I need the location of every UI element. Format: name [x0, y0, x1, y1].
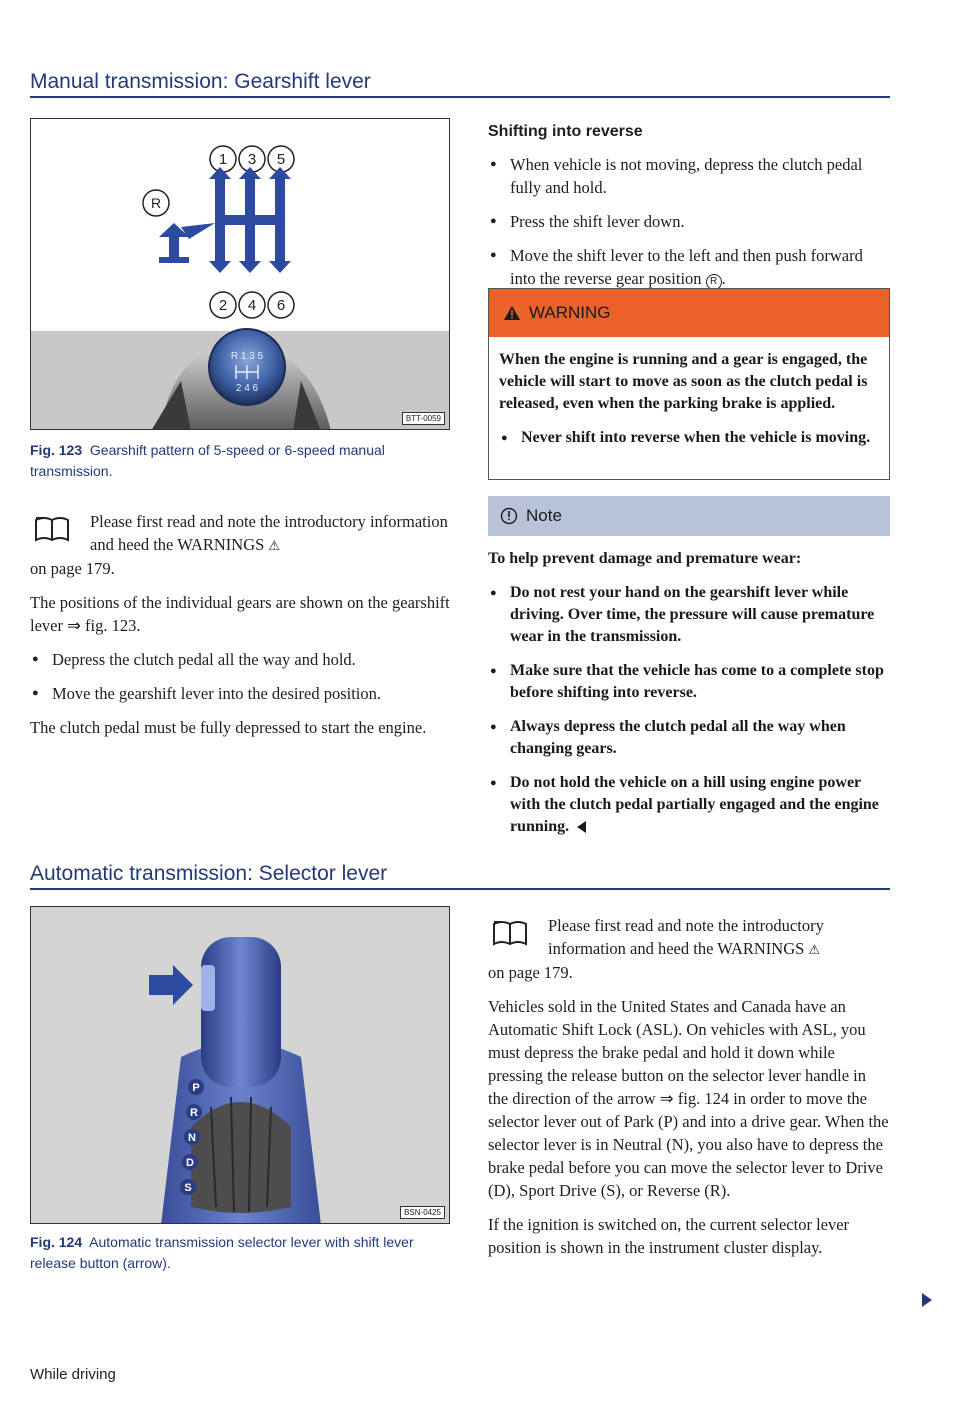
note-box: [488, 496, 890, 850]
gear-label-6: 6: [276, 297, 286, 314]
figure-caption-124: [30, 1232, 450, 1274]
info-circle-icon: [500, 507, 518, 525]
gear-label-reverse: R: [150, 195, 162, 211]
clutch-text: The clutch pedal must be fully depressed to start the engine.: [30, 718, 427, 737]
gearshift-pattern-illustration: [31, 119, 450, 430]
asl-text: Vehicles sold in the United States and Canada have an Automatic Shift Lock (ASL). On vehicles with ASL, you must depress the brake pedal and hold it down while pressing the release button on the selector lever handle in the direction of the arrow ⇒ fig. 124 in order to move the selector lever out of Park (P) and into a drive gear. When the selector lever is in Neutral (N), you also have to depress the brake pedal before you can move the selector lever to Drive (D), Sport Drive (S), or Reverse (R).: [488, 997, 889, 1200]
gear-label-4: 4: [247, 297, 257, 314]
intro-page-ref: on page 179.: [488, 963, 573, 982]
warning-body: [489, 337, 889, 449]
list-item: ● When vehicle is not moving, depress the clutch pedal fully and hold.: [488, 153, 890, 199]
selector-pos-P: P: [192, 1082, 200, 1094]
list-item: [488, 772, 890, 838]
caption-text: Gearshift pattern of 5-speed or 6-speed manual transmission.: [30, 442, 385, 479]
note-header: [488, 496, 890, 536]
warning-triangle-icon: [503, 305, 521, 321]
list-item: ● Press the shift lever down.: [488, 210, 890, 233]
section-title-manual: Manual transmission: Gearshift lever: [30, 70, 371, 93]
reverse-step-text: Move the shift lever to the left and then push forward into the reverse gear position: [510, 246, 863, 288]
selector-lever-illustration: [31, 907, 450, 1224]
figure-123: [30, 118, 450, 430]
list-item: ● Make sure that the vehicle has come to a complete stop before shifting into reverse.: [488, 660, 890, 704]
figure-caption-123: [30, 440, 450, 482]
selector-pos-S: S: [184, 1182, 192, 1194]
reverse-section: [488, 120, 890, 301]
list-item: ● Always depress the clutch pedal all the way when changing gears.: [488, 716, 890, 760]
note-intro: To help prevent damage and premature wear:: [488, 550, 802, 567]
manual-body: [30, 510, 450, 750]
reverse-heading: Shifting into reverse: [488, 123, 643, 140]
caption-label: Fig. 123: [30, 442, 83, 458]
gear-label-3: 3: [247, 151, 257, 168]
figure-124: [30, 906, 450, 1224]
note-title: Note: [526, 506, 562, 525]
lever-boot: [191, 1102, 291, 1213]
knob-label-top: R 1 3 5: [230, 351, 264, 362]
figure-code: BTT-0059: [402, 412, 445, 425]
section-rule: [30, 96, 890, 98]
list-item: ● Never shift into reverse when the vehicle is moving.: [499, 427, 879, 449]
warning-text: When the engine is running and a gear is engaged, the vehicle will start to move as soon as the clutch pedal is released, even when the parking brake is applied.: [499, 351, 868, 412]
release-button: [201, 965, 215, 1011]
ignition-text: If the ignition is switched on, the current selector lever position is shown in the instrument cluster display.: [488, 1215, 850, 1257]
warning-box: [488, 288, 890, 480]
gear-label-5: 5: [276, 151, 286, 168]
caption-label: Fig. 124: [30, 1234, 83, 1250]
reverse-symbol-icon: R: [706, 274, 722, 290]
selector-handle: [201, 937, 281, 1087]
selector-pos-D: D: [186, 1157, 194, 1169]
selector-pos-N: N: [188, 1132, 196, 1144]
gear-positions-text: The positions of the individual gears are shown on the gearshift lever ⇒ fig. 123.: [30, 593, 450, 635]
knob-label-bottom: 2 4 6: [235, 383, 259, 394]
intro-text: Please first read and note the introductory information and heed the WARNINGS: [90, 512, 448, 554]
caption-text: Automatic transmission selector lever with shift lever release button (arrow).: [30, 1234, 414, 1271]
selector-pos-R: R: [190, 1107, 198, 1119]
warning-header: [489, 289, 889, 337]
section-title-automatic: Automatic transmission: Selector lever: [30, 862, 388, 885]
section-rule: [30, 888, 890, 890]
note-body: [488, 536, 890, 838]
intro-text: Please first read and note the introductory information and heed the WARNINGS: [548, 916, 824, 958]
warning-title: WARNING: [529, 303, 611, 322]
warning-triangle-icon: ⚠: [268, 538, 281, 553]
list-item: ● Move the gearshift lever into the desired position.: [30, 682, 450, 705]
gear-label-2: 2: [218, 297, 228, 314]
warning-triangle-icon: ⚠: [808, 942, 821, 957]
intro-page-ref: on page 179.: [30, 559, 115, 578]
list-item: ● Do not rest your hand on the gearshift lever while driving. Over time, the pressure will cause premature wear in the transmission.: [488, 582, 890, 648]
list-item: ● Depress the clutch pedal all the way and hold.: [30, 648, 450, 671]
automatic-body: [488, 914, 890, 1270]
list-item: ● Move the shift lever to the left and then push forward into the reverse gear position R .: [488, 244, 890, 290]
gear-label-1: 1: [218, 151, 228, 168]
continue-arrow-icon: [922, 1293, 932, 1307]
end-marker-icon: [577, 821, 586, 833]
note-last-text: Do not hold the vehicle on a hill using engine power with the clutch pedal partially engaged and the engine running.: [510, 774, 879, 835]
figure-code: BSN-0425: [400, 1206, 445, 1219]
h-pattern: [159, 167, 291, 273]
footer-label: While driving: [30, 1366, 116, 1383]
